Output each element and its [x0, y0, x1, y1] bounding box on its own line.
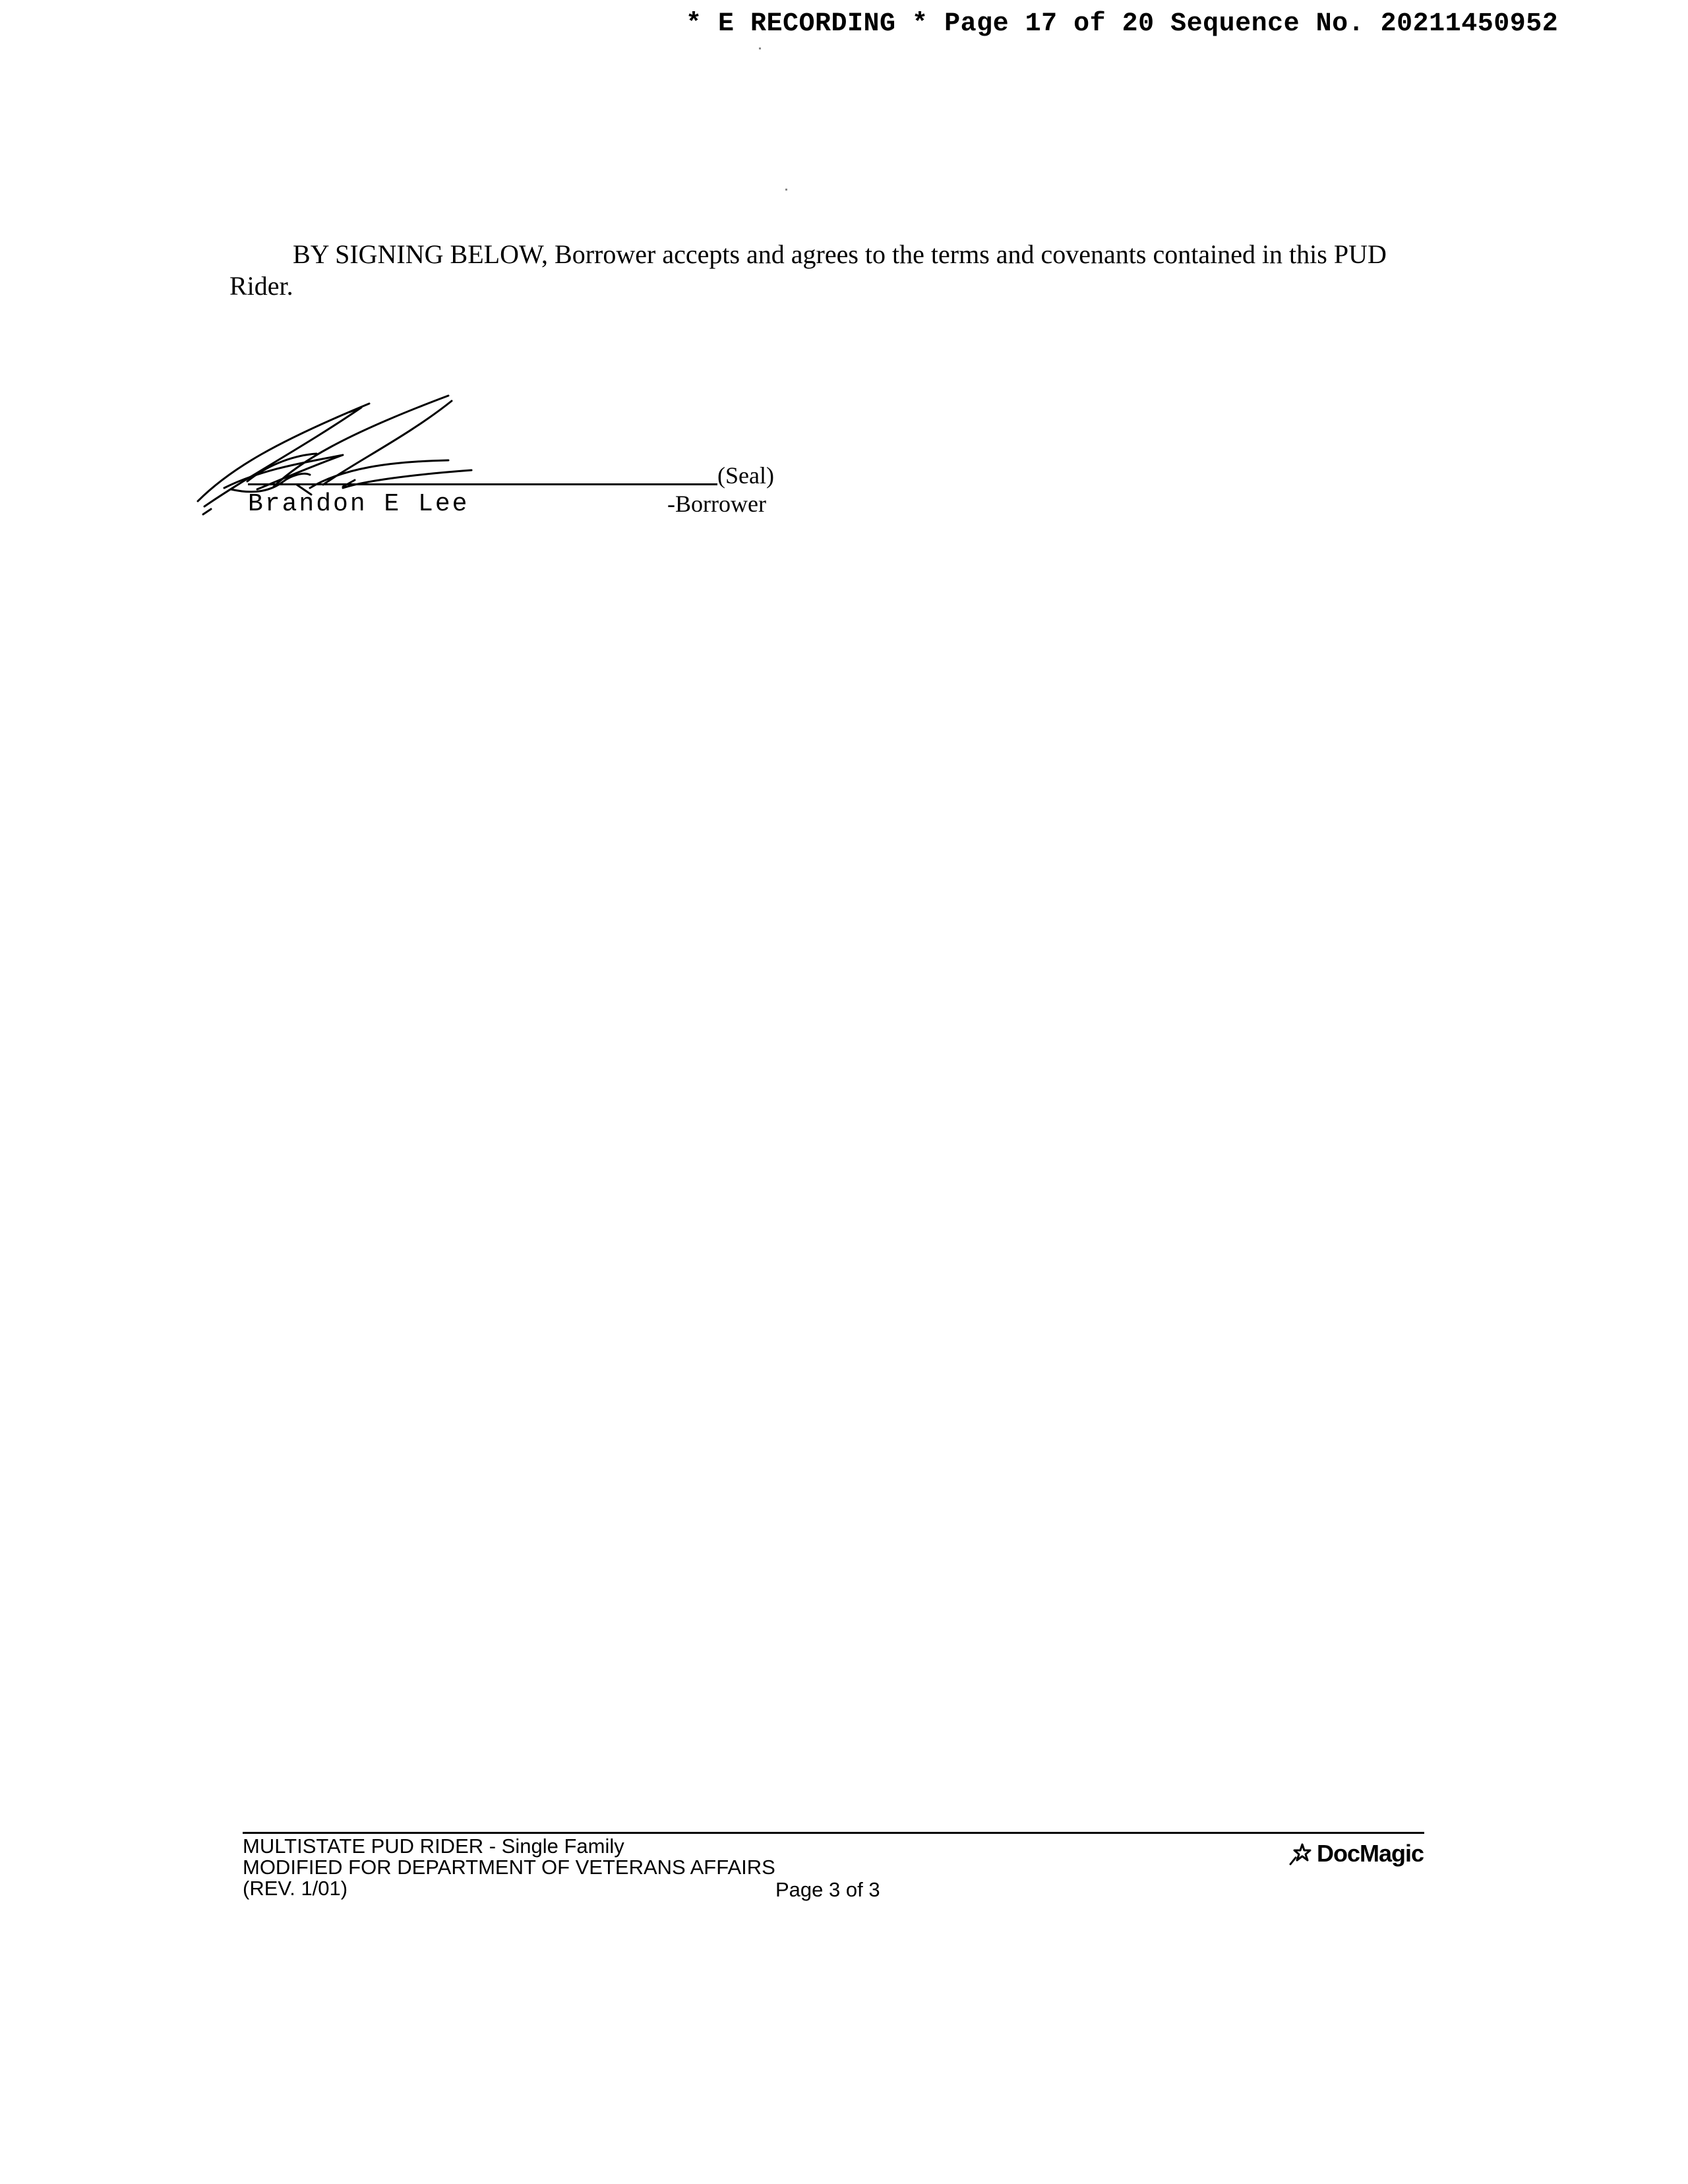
borrower-label: -Borrower	[667, 491, 766, 517]
agreement-paragraph: BY SIGNING BELOW, Borrower accepts and agrees to the terms and covenants contained in this PUD Rider.	[229, 239, 1387, 301]
footer-form-revision: (REV. 1/01)	[243, 1877, 348, 1900]
docmagic-logo	[1289, 1840, 1424, 1867]
scan-speck	[759, 47, 761, 49]
star-wand-icon	[1289, 1842, 1313, 1866]
docmagic-logo-text: DocMagic	[1317, 1840, 1424, 1867]
footer-page-number: Page 3 of 3	[775, 1878, 880, 1901]
footer-rule	[243, 1832, 1424, 1834]
footer-form-modification: MODIFIED FOR DEPARTMENT OF VETERANS AFFAIRS	[243, 1856, 775, 1879]
signature-line	[248, 483, 717, 485]
signer-name: Brandon E Lee	[248, 490, 469, 518]
footer-form-info	[243, 1836, 775, 1899]
footer-form-title: MULTISTATE PUD RIDER - Single Family	[243, 1835, 624, 1858]
seal-label: (Seal)	[717, 462, 774, 489]
recording-header: * E RECORDING * Page 17 of 20 Sequence No. 20211450952	[686, 9, 1559, 39]
scan-speck	[785, 189, 787, 191]
